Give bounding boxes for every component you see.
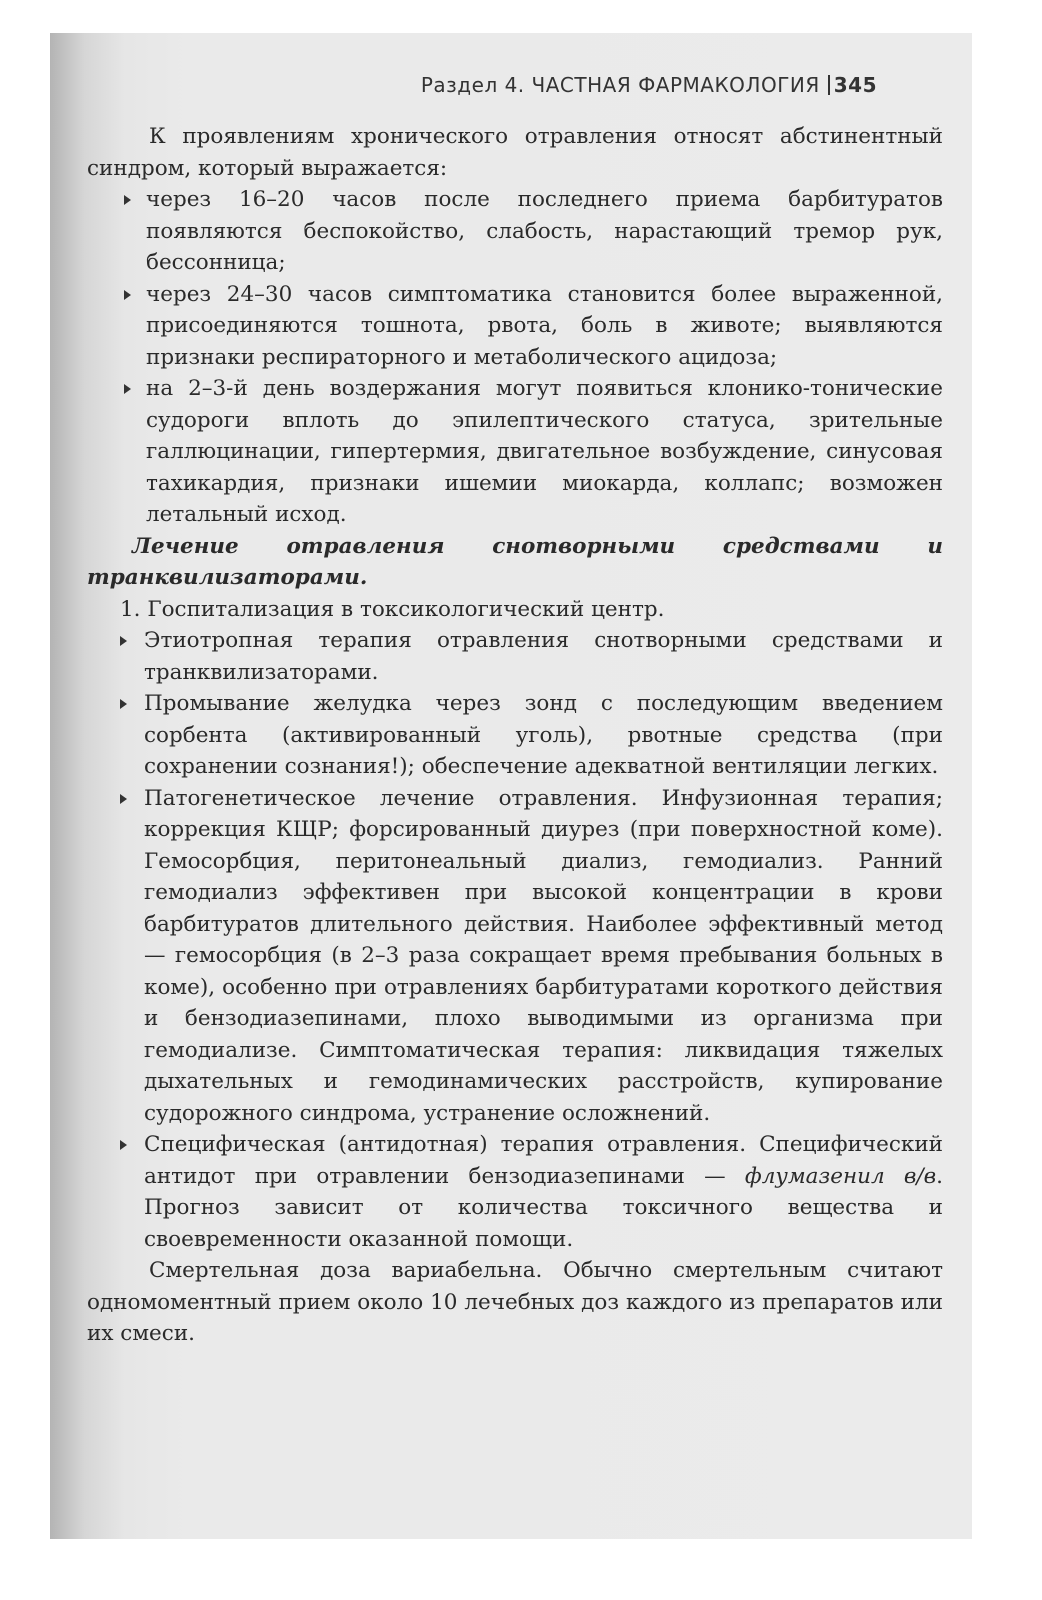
section-title: Раздел 4. ЧАСТНАЯ ФАРМАКОЛОГИЯ bbox=[420, 73, 820, 97]
antidote-text-after: . Прогноз зависит от количества токсичного вещества и своевременности оказанной помощи. bbox=[144, 1163, 943, 1252]
treatment-item-etiotropic: Этиотропная терапия отравления снотворными средствами и транквилизаторами. bbox=[87, 625, 943, 688]
symptom-item-1: через 16–20 часов после последнего приема барбитуратов появляются беспокойство, слабость, нарастающий тремор рук, бессонница; bbox=[87, 184, 943, 279]
book-page bbox=[50, 33, 972, 1539]
treatment-item-pathogenetic: Патогенетическое лечение отравления. Инфузионная терапия; коррекция КЩР; форсированный диурез (при поверхностной коме). Гемосорбция, перитонеальный диализ, гемодиализ. Ранний гемодиализ эффективен при высокой концентрации в крови барбитуратов длительного действия. Наиболее эффективный метод — гемосорбция (в 2–3 раза сокращает время пребывания больных в коме), особенно при отравлениях барбитуратами короткого действия и бензодиазепинами, плохо выводимыми из организма при гемодиализе. Симптоматическая терапия: ликвидация тяжелых дыхательных и гемодинамических расстройств, купирование судорожного синдрома, устранение осложнений. bbox=[87, 783, 943, 1130]
header-divider bbox=[828, 75, 830, 95]
antidote-drug: флумазенил в/в bbox=[744, 1163, 937, 1189]
antidote-text-before: Специфическая (антидотная) терапия отравления. Специфический антидот при отравлении бензодиазепинами — bbox=[144, 1132, 943, 1189]
step-hospitalization: 1. Госпитализация в токсикологический центр. bbox=[120, 596, 665, 622]
conclusion-paragraph: Смертельная доза вариабельна. Обычно смертельным считают одномоментный прием около 10 лечебных доз каждого из препаратов или их смеси. bbox=[87, 1258, 943, 1346]
page-body bbox=[87, 121, 943, 1350]
treatment-item-gastric-lavage: Промывание желудка через зонд с последующим введением сорбента (активированный уголь), рвотные средства (при сохранении сознания!); обеспечение адекватной вентиляции легких. bbox=[87, 688, 943, 783]
running-header bbox=[421, 73, 877, 97]
treatment-item-antidote bbox=[87, 1129, 943, 1255]
page-number: 345 bbox=[833, 73, 877, 97]
treatment-heading: Лечение отравления снотворными средствами и транквилизаторами. bbox=[87, 533, 943, 590]
symptom-item-2: через 24–30 часов симптоматика становится более выраженной, присоединяются тошнота, рвота, боль в животе; выявляются признаки респираторного и метаболического ацидоза; bbox=[87, 279, 943, 374]
intro-paragraph: К проявлениям хронического отравления относят абстинентный синдром, который выражается: bbox=[87, 124, 943, 181]
symptom-item-3: на 2–3-й день воздержания могут появиться клонико-тонические судороги вплоть до эпилептического статуса, зрительные галлюцинации, гипертермия, двигательное возбуждение, синусовая тахикардия, признаки ишемии миокарда, коллапс; возможен летальный исход. bbox=[87, 373, 943, 531]
